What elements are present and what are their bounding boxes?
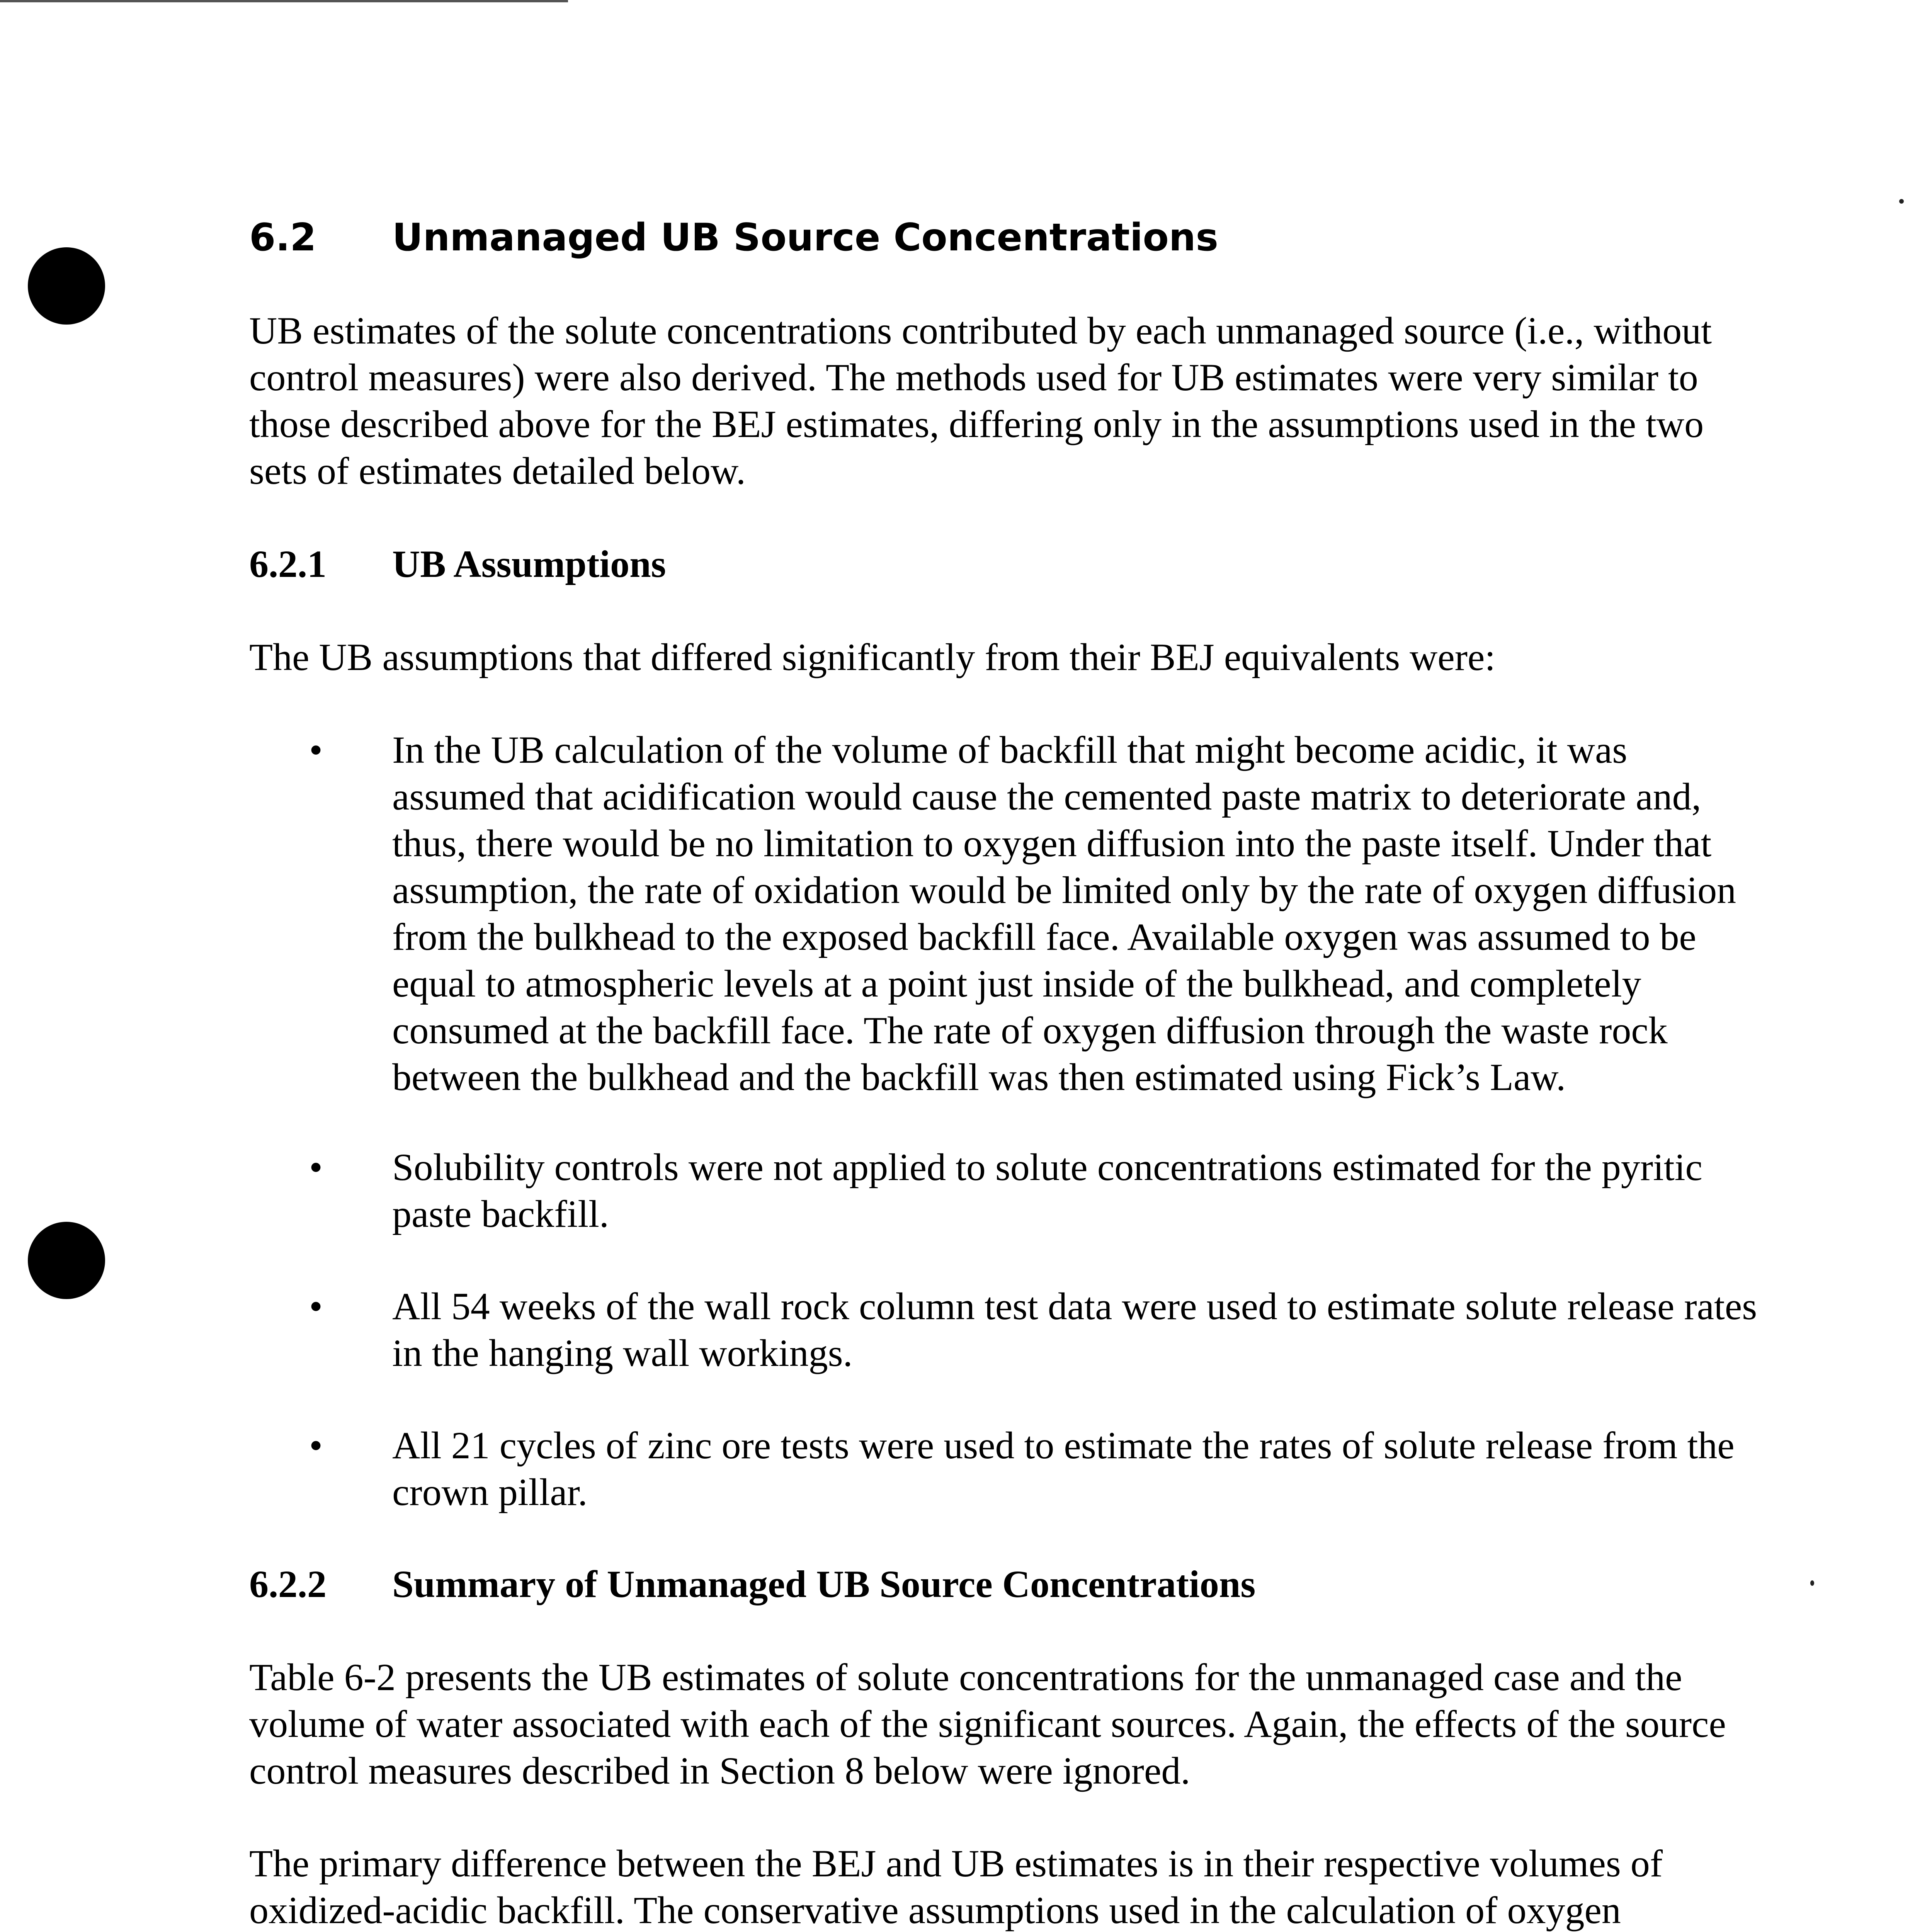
bullet-icon: • (309, 1146, 323, 1189)
scan-speck (1810, 1580, 1814, 1586)
list-item-text: All 54 weeks of the wall rock column test data were used to estimate solute release rates in the hanging wall workings. (392, 1285, 1757, 1374)
section-title: UB Assumptions (392, 543, 666, 585)
section-number: 6.2.1 (249, 543, 327, 585)
punch-hole-top (28, 247, 105, 325)
list-item (249, 726, 1764, 1100)
section-number: 6.2 (249, 216, 316, 260)
list-item-text: In the UB calculation of the volume of backfill that might become acidic, it was assumed that acidification would cause the cemented paste matrix to deteriorate and, thus, there would be no limitation to oxygen diffusion into the paste itself. Under that assumption, the rate of oxidation would be limited only by the rate of oxygen diffusion from the bulkhead to the exposed backfill face. Available oxygen was assumed to be equal to atmospheric levels at a point just inside of the bulkhead, and completely consumed at the backfill face. The rate of oxygen diffusion through the waste rock between the bulkhead and the backfill was then estimated using Fick’s Law. (392, 728, 1736, 1099)
list-item (249, 1283, 1764, 1376)
section-title: Summary of Unmanaged UB Source Concentrations (392, 1563, 1256, 1605)
list-item-text: All 21 cycles of zinc ore tests were used to estimate the rates of solute release from the crown pillar. (392, 1424, 1735, 1514)
section-heading-6-2 (249, 214, 1218, 261)
bullet-icon: • (309, 1424, 323, 1467)
list-item (249, 1422, 1764, 1515)
paragraph-ub-estimates: UB estimates of the solute concentrations contributed by each unmanaged source (i.e., without control measures) were also derived. The methods used for UB estimates were very similar to those described above for the BEJ estimates, differing only in the assumptions used in the two sets of estimates detailed below. (249, 309, 1712, 492)
section-heading-6-2-2 (249, 1561, 1255, 1607)
section-number: 6.2.2 (249, 1563, 327, 1605)
section-title: Unmanaged UB Source Concentrations (392, 216, 1218, 260)
section-heading-6-2-1 (249, 541, 666, 587)
paragraph-primary-difference: The primary difference between the BEJ and UB estimates is in their respective volumes of oxidized-acidic backfill. The conservative assumptions used in the calculation of oxygen (249, 1842, 1663, 1932)
paragraph-table-6-2: Table 6-2 presents the UB estimates of solute concentrations for the unmanaged case and the volume of water associated with each of the significant sources. Again, the effects of the source control measures described in Section 8 below were ignored. (249, 1656, 1726, 1792)
scan-speck (1899, 199, 1904, 204)
bullet-icon: • (309, 1285, 323, 1328)
paragraph-ub-intro: The UB assumptions that differed significantly from their BEJ equivalents were: (249, 636, 1496, 679)
punch-hole-middle (28, 1222, 105, 1299)
bullet-icon: • (309, 728, 323, 771)
list-item (249, 1144, 1764, 1237)
scan-edge-line (0, 0, 568, 2)
list-item-text: Solubility controls were not applied to solute concentrations estimated for the pyritic paste backfill. (392, 1146, 1702, 1235)
